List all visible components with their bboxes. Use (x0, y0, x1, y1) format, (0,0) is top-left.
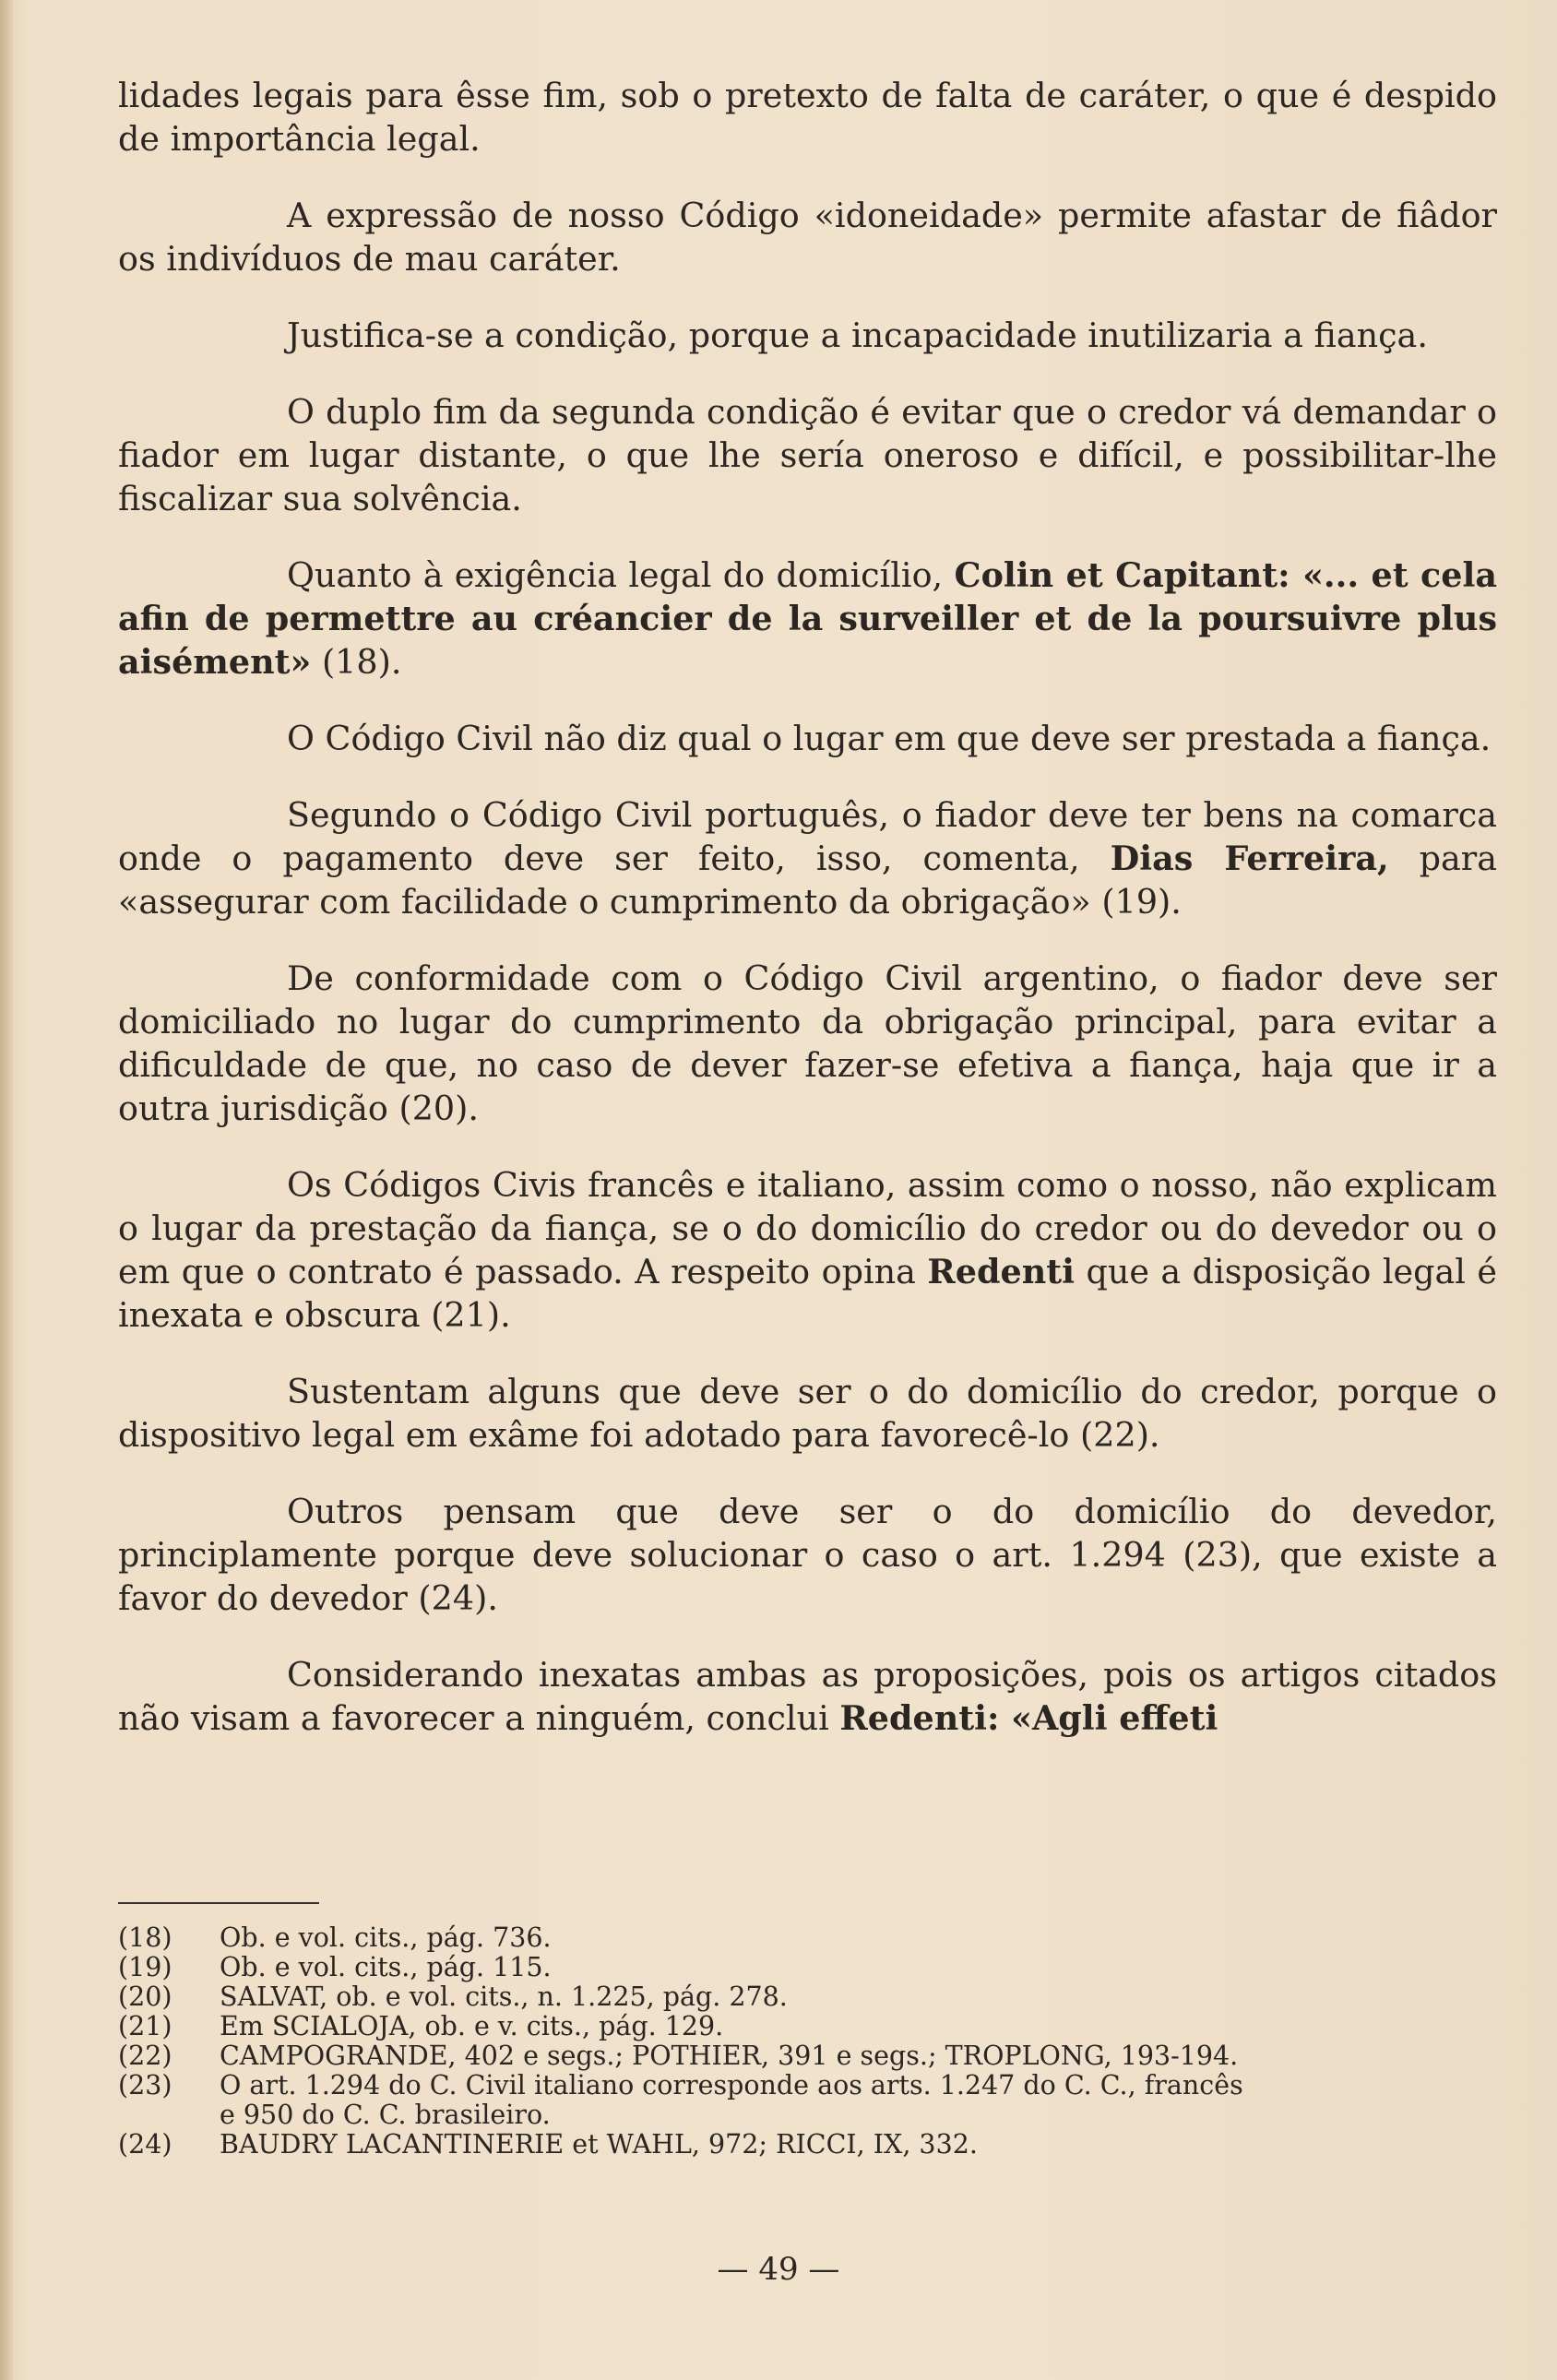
text-run: De conformidade com o Código Civil argentino, o fiador deve ser domiciliado no lugar do cumprimento da obrigação principal, para evitar a dificuldade de que, no caso de dever fazer-se efetiva a fiança, haja que ir a outra jurisdição (20). (118, 958, 1497, 1128)
footnote (118, 2100, 1497, 2130)
footnote-text: Ob. e vol. cits., pág. 115. (220, 1952, 552, 1982)
footnote-number: (23) (118, 2070, 172, 2100)
text-run: (18). (311, 642, 402, 682)
footnote-text: CAMPOGRANDE, 402 e segs.; POTHIER, 391 e segs.; TROPLONG, 193-194. (220, 2041, 1239, 2071)
footnote (118, 2130, 1497, 2160)
footnote-text: O art. 1.294 do C. Civil italiano corresponde aos arts. 1.247 do C. C., francês (220, 2070, 1243, 2100)
footnote-number: (20) (118, 1981, 172, 2012)
paragraph (118, 1653, 1497, 1740)
text-run: A expressão de nosso Código «idoneidade» permite afastar de fiâdor os indivíduos de mau caráter. (118, 196, 1497, 279)
footnote-number: (22) (118, 2041, 172, 2071)
footnotes (118, 1923, 1497, 2160)
paragraph (118, 1370, 1497, 1457)
footnote (118, 1982, 1497, 2012)
paragraph (118, 194, 1497, 280)
footnote (118, 1953, 1497, 1982)
text-run: Os Códigos Civis francês e italiano, assim como o nosso, não explicam o lugar da prestação da fiança, se o do domicílio do credor ou do devedor ou o em que o contrato é passado. A respeito opina (118, 1165, 1497, 1291)
footnote-number: (24) (118, 2129, 172, 2160)
text-run: para «assegurar com facilidade o cumprimento da obrigação» (19). (118, 839, 1498, 922)
text-run: O Código Civil não diz qual o lugar em que deve ser prestada a fiança. (287, 719, 1492, 758)
text-run: Justifica-se a condição, porque a incapacidade inutilizaria a fiança. (287, 315, 1428, 355)
footnote-number (118, 2100, 220, 2130)
footnote-text: BAUDRY LACANTINERIE et WAHL, 972; RICCI, IX, 332. (220, 2129, 978, 2160)
paragraph (118, 793, 1497, 923)
footnote (118, 2012, 1497, 2041)
footnote (118, 2071, 1497, 2100)
page-number: — 49 — (717, 2251, 840, 2288)
footnote-number: (21) (118, 2011, 172, 2041)
text-run: Quanto à exigência legal do domicílio, (287, 555, 955, 595)
text-run: Considerando inexatas ambas as proposições, pois os artigos citados não visam a favorecer a ninguém, conclui (118, 1655, 1497, 1738)
paragraph (118, 1490, 1497, 1620)
paragraph (118, 390, 1497, 520)
page-edge (0, 0, 13, 2380)
paragraph (118, 314, 1497, 357)
paragraph (118, 74, 1497, 161)
footnote-number: (18) (118, 1922, 172, 1953)
text-run: Segundo o Código Civil português, o fiador deve ter bens na comarca onde o pagamento deve ser feito, isso, comenta, (118, 795, 1497, 878)
text-run: O duplo fim da segunda condição é evitar que o credor vá demandar o fiador em lugar distante, o que lhe sería oneroso e difícil, e possibilitar-lhe fiscalizar sua solvência. (118, 392, 1497, 518)
paragraph (118, 553, 1497, 684)
text-run: Outros pensam que deve ser o do domicílio do devedor, principlamente porque deve solucionar o caso o art. 1.294 (23), que existe a favor do devedor (24). (118, 1492, 1497, 1618)
text-run: Sustentam alguns que deve ser o do domicílio do credor, porque o dispositivo legal em exâme foi adotado para favorecê-lo (22). (118, 1372, 1497, 1455)
bold-text: Redenti: «Agli effeti (839, 1698, 1218, 1738)
bold-text: Colin et Capitant: «... et cela afin de permettre au créancier de la surveiller et de la poursuivre plus aisément» (118, 555, 1497, 682)
bold-text: Dias Ferreira, (1110, 839, 1389, 878)
bold-text: Redenti (927, 1252, 1075, 1291)
paragraph (118, 1163, 1497, 1337)
paragraph (118, 957, 1497, 1130)
footnote-separator (118, 1902, 319, 1904)
footnote-text: e 950 do C. C. brasileiro. (220, 2100, 551, 2130)
paragraph (118, 717, 1497, 760)
footnote (118, 1923, 1497, 1953)
footnote-number: (19) (118, 1952, 172, 1982)
text-run: que a disposição legal é inexata e obscura (21). (118, 1252, 1497, 1335)
main-text (118, 74, 1497, 1773)
footnote (118, 2041, 1497, 2071)
text-run: lidades legais para êsse fim, sob o pretexto de falta de caráter, o que é despido de importância legal. (118, 76, 1497, 159)
footnote-text: SALVAT, ob. e vol. cits., n. 1.225, pág. 278. (220, 1981, 788, 2012)
footnote-text: Ob. e vol. cits., pág. 736. (220, 1922, 552, 1953)
footnote-text: Em SCIALOJA, ob. e v. cits., pág. 129. (220, 2011, 724, 2041)
